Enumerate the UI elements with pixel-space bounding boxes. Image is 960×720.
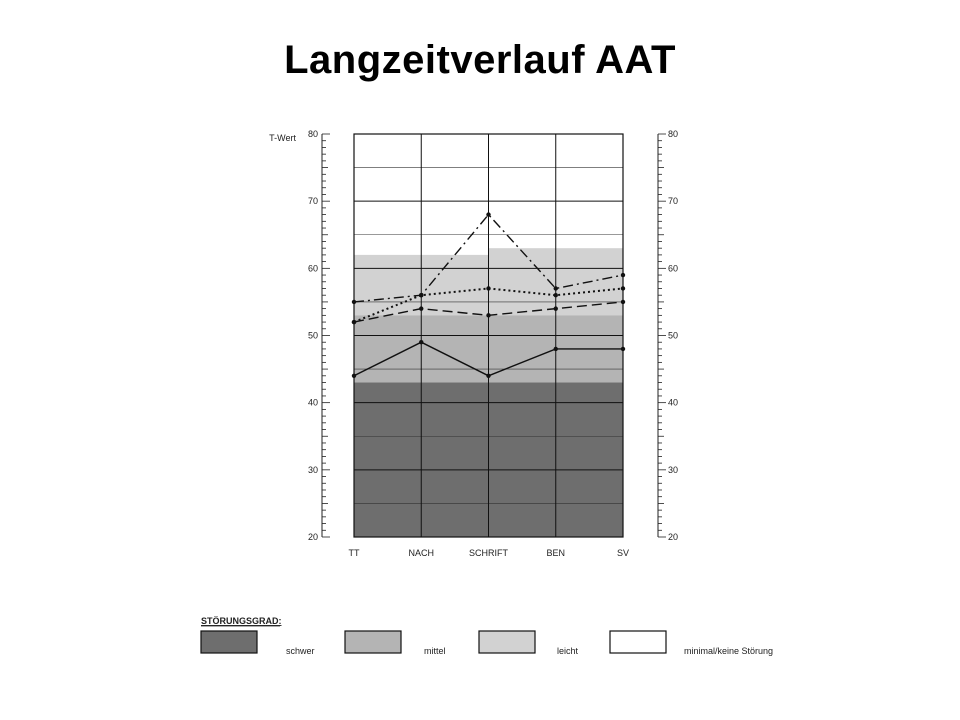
tick-label: 80 (668, 129, 679, 139)
legend-label: leicht (557, 646, 579, 656)
data-point (621, 273, 625, 277)
data-point (554, 347, 558, 351)
category-label: SCHRIFT (469, 548, 508, 558)
tick-label: 70 (668, 196, 679, 207)
band-leicht (489, 248, 556, 315)
category-label: TT (348, 548, 360, 558)
tick-label: 30 (668, 464, 679, 475)
category-label: BEN (546, 548, 566, 558)
right-y-axis (658, 129, 678, 542)
legend-label: minimal/keine Störung (684, 646, 774, 656)
data-point (554, 286, 558, 290)
legend-swatch-1 (345, 631, 401, 653)
tick-label: 70 (307, 196, 318, 207)
left-y-axis (308, 129, 330, 542)
data-point (486, 212, 490, 216)
data-point (352, 300, 356, 304)
data-point (621, 347, 625, 351)
category-label: NACH (408, 548, 435, 558)
legend-label: schwer (286, 646, 315, 656)
data-point (486, 286, 490, 290)
legend (201, 616, 773, 656)
data-point (621, 300, 625, 304)
tick-label: 20 (668, 532, 679, 542)
band-mittel (354, 315, 421, 382)
tick-label: 50 (307, 330, 318, 341)
page-title: Langzeitverlauf AAT (284, 38, 676, 82)
band-schwer (489, 383, 556, 537)
data-point (352, 374, 356, 378)
tick-label: 60 (668, 263, 679, 274)
data-point (554, 293, 558, 297)
band-schwer (421, 383, 488, 537)
band-leicht (421, 255, 488, 315)
data-point (419, 293, 423, 297)
tick-label: 80 (307, 129, 318, 139)
legend-title: STÖRUNGSGRAD: (201, 616, 282, 626)
data-point (486, 313, 490, 317)
data-point (486, 374, 490, 378)
tick-label: 30 (307, 464, 318, 475)
legend-swatch-2 (479, 631, 535, 653)
data-point (621, 286, 625, 290)
data-point (419, 306, 423, 310)
legend-swatch-3 (610, 631, 666, 653)
band-mittel (421, 315, 488, 382)
category-label: SV (616, 548, 630, 558)
band-schwer (354, 383, 421, 537)
band-leicht (354, 255, 421, 315)
legend-label: mittel (424, 646, 446, 656)
band-schwer (556, 383, 623, 537)
tick-label: 40 (307, 397, 318, 408)
legend-swatch-0 (201, 631, 257, 653)
data-point (352, 320, 356, 324)
category-labels (349, 548, 630, 558)
y-axis-label: T-Wert (269, 133, 296, 143)
tick-label: 50 (668, 330, 679, 341)
tick-label: 20 (307, 532, 318, 542)
data-point (419, 340, 423, 344)
tick-label: 40 (668, 397, 679, 408)
tick-label: 60 (307, 263, 318, 274)
data-point (554, 306, 558, 310)
